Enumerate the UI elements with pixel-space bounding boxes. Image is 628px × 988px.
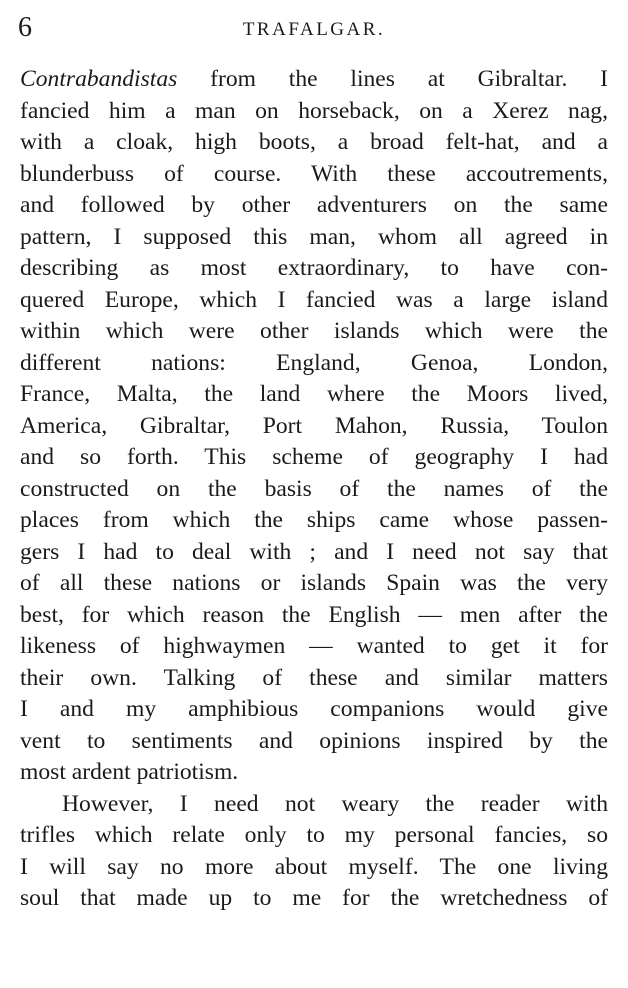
page-number: 6 <box>18 12 32 43</box>
text-line: blunderbuss of course. With these accoutrements, <box>20 160 608 187</box>
body-text <box>20 64 608 915</box>
text-line: pattern, I supposed this man, whom all agreed in <box>20 223 608 250</box>
text-line <box>20 64 608 96</box>
text-line: constructed on the basis of the names of the <box>20 475 608 502</box>
running-head <box>18 10 610 50</box>
paragraph-end-line: most ardent patriotism. <box>20 759 239 785</box>
text-line: their own. Talking of these and similar matters <box>20 664 608 691</box>
text-line: fancied him a man on horseback, on a Xerez nag, <box>20 97 608 124</box>
text-line: I will say no more about myself. The one living <box>20 853 608 880</box>
text-line: describing as most extraordinary, to have con- <box>20 255 608 281</box>
text-line: and followed by other adventurers on the same <box>20 192 608 218</box>
text-line: vent to sentiments and opinions inspired by the <box>20 727 608 754</box>
text-line: of all these nations or islands Spain was the very <box>20 570 608 596</box>
text-line: quered Europe, which I fancied was a large island <box>20 286 608 313</box>
text-line: likeness of highwaymen — wanted to get it for <box>20 633 608 659</box>
text-line: and so forth. This scheme of geography I had <box>20 444 608 470</box>
italic-term: Contrabandistas <box>20 66 178 92</box>
text-line: with a cloak, high boots, a broad felt-hat, and a <box>20 129 608 155</box>
paragraph-start-line: However, I need not weary the reader with <box>62 790 608 817</box>
text-line: within which were other islands which were the <box>20 318 608 344</box>
text-line: places from which the ships came whose passen- <box>20 507 608 533</box>
text-line: trifles which relate only to my personal fancies, so <box>20 822 608 848</box>
text-line: France, Malta, the land where the Moors lived, <box>20 381 608 407</box>
text-line: best, for which reason the English — men after the <box>20 601 608 628</box>
running-title: TRAFALGAR. <box>242 19 386 40</box>
text-line: I and my amphibious companions would give <box>20 696 608 722</box>
text-line: different nations: England, Genoa, London, <box>20 349 608 376</box>
text-line-rest: from the lines at Gibraltar. I <box>177 66 608 92</box>
text-line: soul that made up to me for the wretchedness of <box>20 885 608 911</box>
text-line: gers I had to deal with ; and I need not say that <box>20 538 608 565</box>
text-line: America, Gibraltar, Port Mahon, Russia, Toulon <box>20 412 608 439</box>
